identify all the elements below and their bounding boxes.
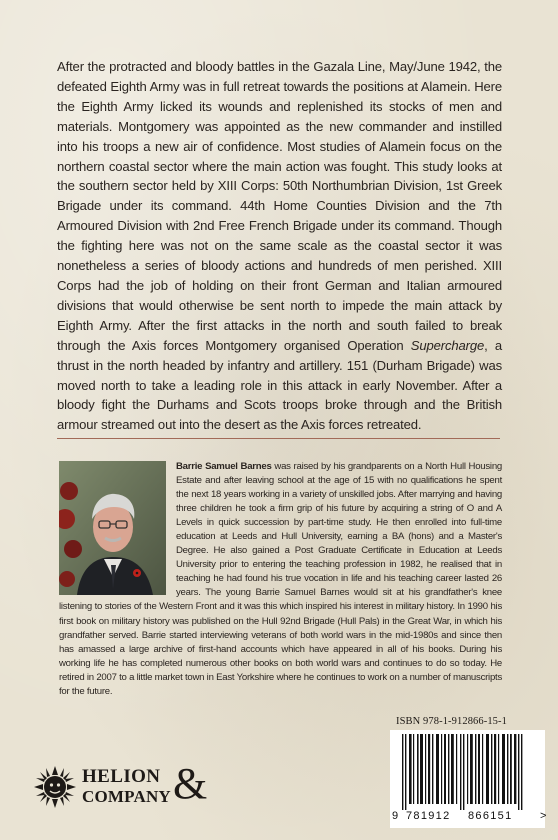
barcode-digits-right: 866151 bbox=[468, 810, 513, 822]
isbn-label: ISBN 978-1-912866-15-1 bbox=[396, 716, 507, 727]
barcode-digit-first: 9 bbox=[392, 810, 399, 822]
section-divider bbox=[57, 438, 500, 439]
back-cover-blurb bbox=[57, 57, 502, 435]
barcode-digits bbox=[390, 810, 550, 826]
publisher-name-line2: COMPANY bbox=[82, 787, 171, 806]
author-name: Barrie Samuel Barnes bbox=[176, 461, 272, 472]
sun-face-icon bbox=[34, 766, 76, 808]
blurb-text-part1: After the protracted and bloody battles in the Gazala Line, May/June 1942, the defeated Eighth Army was in full retreat towards the positions at Alamein. Here the Eighth Army licked its wounds and replenished its stocks of men and materials. Montgomery was appointed as the new commander and instilled into his troops a new air of confidence. Most studies of Alamein focus on the northern coastal sector where the main action was fought. This study looks at the southern sector held by XIII Corps: 50th Northumbrian Division, 1st Greek Brigade under its command. 44th Home Counties Division and the 7th Armoured Division with 2nd Free French Brigade under its command. Though the fighting here was not on the same scale as the coastal sector it was nonetheless a series of bloody actions and hundreds of men perished. XIII Corps had the job of holding on their front German and Italian armoured divisions that would otherwise be sent north to impede the main attack by Eighth Army. After the first attacks in the north and south failed to break through the Axis forces Montgomery organised Operation bbox=[57, 59, 502, 353]
photo-spacer bbox=[59, 461, 166, 595]
publisher-name-line1: HELION bbox=[82, 766, 161, 787]
blurb-text-part2: , a thrust in the north headed by infantry and artillery. 151 (Durham Brigade) was moved north to take a leading role in this attack in early November. After a bloody fight the Durhams and Scots troops broke through and the British armour streamed out into the desert as the Axis forces retreated. bbox=[57, 337, 503, 433]
publisher-ampersand: & bbox=[173, 759, 208, 808]
barcode-arrow: > bbox=[540, 810, 547, 822]
blurb-italic-operation: Supercharge bbox=[410, 337, 485, 353]
barcode-digits-left: 781912 bbox=[406, 810, 451, 822]
author-bio-text: was raised by his grandparents on a North Hull Housing Estate and after leaving school at the age of 15 with no qualifications he spent the next 18 years working in a variety of unskilled jobs. After marrying and having three children he took a firm grip of his future by acquiring a string of O and A Levels in quick succession by part-time study. He then enrolled into full-time education at Leeds and Hull University, earning a BA (hons) and a Master's Degree. He also gained a Post Graduate Certificate in Education at Leeds University prior to entering the teaching profession in 1982, he realised that in teaching he had found his true vocation in life and his teaching career lasted 26 years. The young Barrie Samuel Barnes would sit at his grandfather's knee listening to stories of the Western Front and it was this which inspired his interest in military history. In 1990 his first book on military history was published on the Hull 92nd Brigade (Hull Pals) in the Great War, in which his grandfather served. Barrie started interviewing veterans of both world wars in the mid-1980s and since then has amassed a large archive of first-hand accounts which have appeared in all of his books. During his working life he has completed numerous other books on both world wars and continues to do so today. He retired in 2007 to a little market town in East Yorkshire where he continues to work on a number of manuscripts for the future. bbox=[59, 461, 502, 697]
barcode-bars bbox=[390, 730, 545, 810]
author-bio bbox=[59, 460, 502, 699]
